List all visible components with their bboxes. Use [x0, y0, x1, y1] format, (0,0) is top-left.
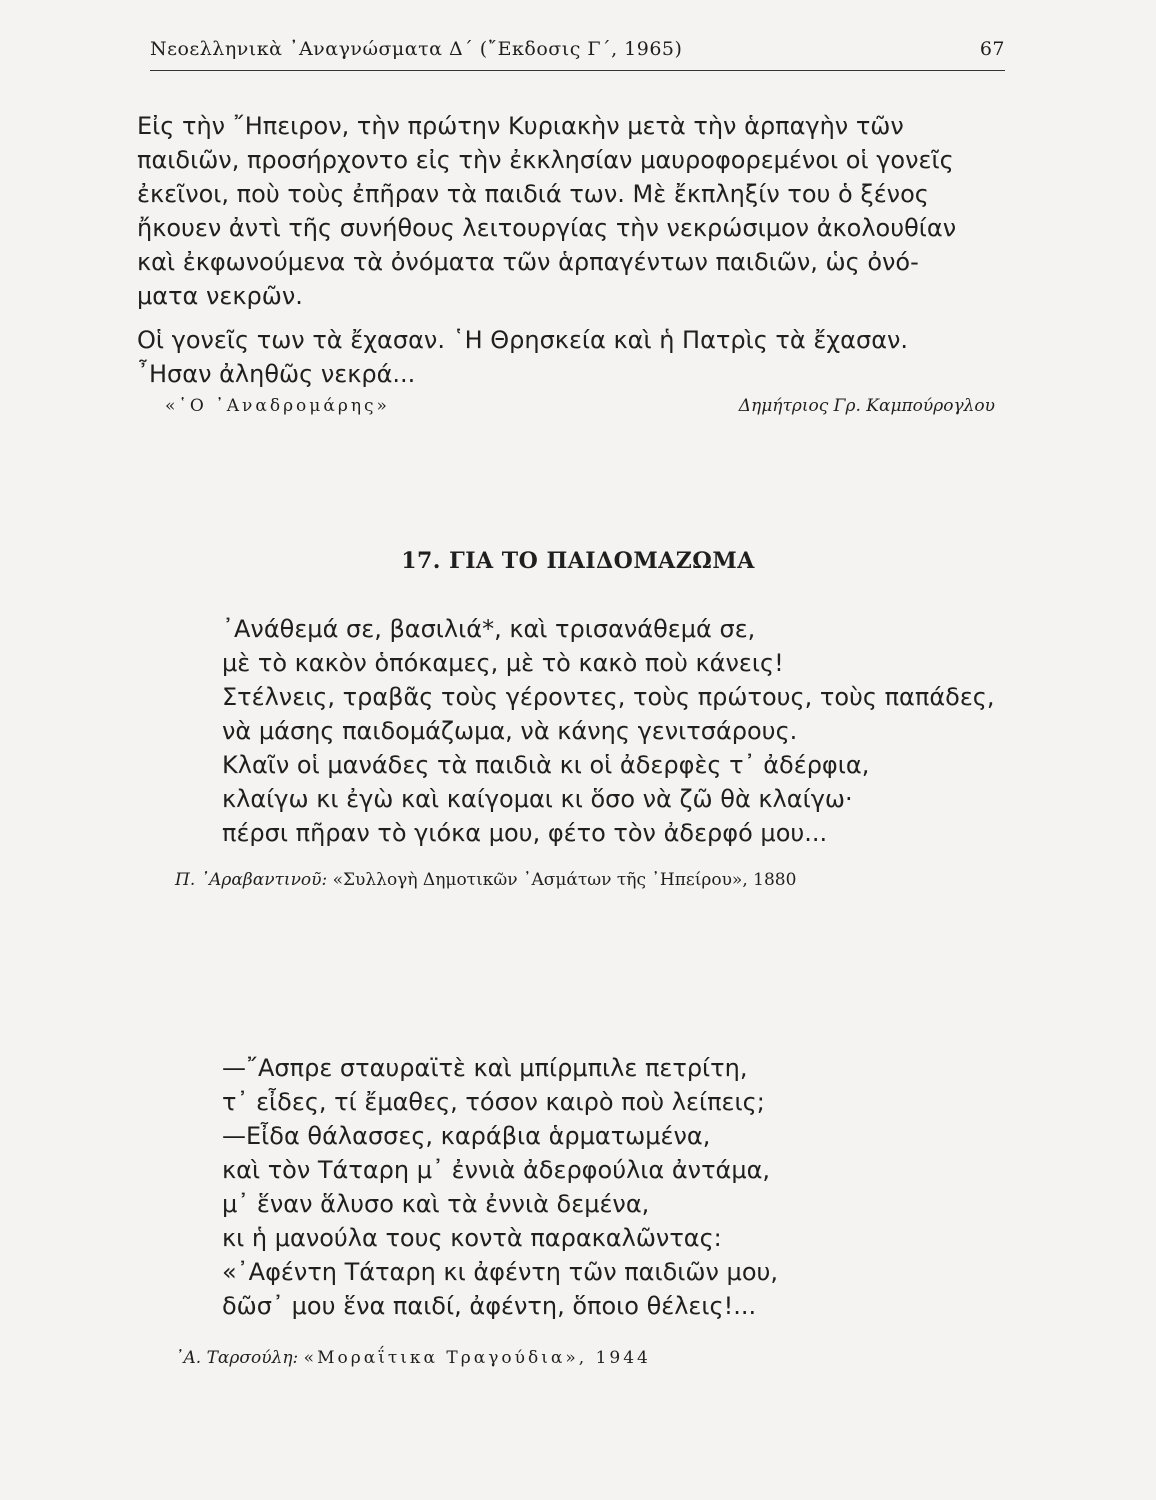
- poem-line: νὰ μάσης παιδομάζωμα, νὰ κάνης γενιτσάρους.: [222, 717, 798, 745]
- poem-line: Στέλνεις, τραβᾶς τοὺς γέροντες, τοὺς πρώτους, τοὺς παπάδες,: [222, 683, 995, 711]
- poem-line: πέρσι πῆραν τὸ γιόκα μου, φέτο τὸν ἀδερφό μου...: [222, 819, 828, 847]
- poem-line: μὲ τὸ κακὸν ὁπόκαμες, μὲ τὸ κακὸ ποὺ κάνεις!: [222, 649, 784, 677]
- citation-source: «῾Ο ᾽Αναδρομάρης»: [165, 396, 390, 416]
- poem-line: μ᾽ ἕναν ἅλυσο καὶ τὰ ἐννιὰ δεμένα,: [222, 1190, 650, 1218]
- poem-line: καὶ τὸν Τάταρη μ᾽ ἐννιὰ ἀδερφούλια ἀντάμα,: [222, 1156, 771, 1184]
- poem2-source: [175, 1348, 651, 1368]
- poem-line: —Εἶδα θάλασσες, καράβια ἁρματωμένα,: [222, 1122, 711, 1150]
- second-paragraph: [137, 323, 1012, 391]
- poem-line: «᾽Αφέντη Τάταρη κι ἀφέντη τῶν παιδιῶν μου,: [222, 1258, 779, 1286]
- paragraph-line: ἤκουεν ἀντὶ τῆς συνήθους λειτουργίας τὴν νεκρώσιμον ἀκολουθίαν: [137, 214, 957, 242]
- poem-tataris: [222, 1051, 778, 1323]
- source-author: Π. ᾽Αραβαντινοῦ:: [175, 870, 328, 890]
- poem1-source: [175, 870, 796, 890]
- intro-paragraph: [137, 109, 1012, 313]
- paragraph-line: παιδιῶν, προσήρχοντο εἰς τὴν ἐκκλησίαν μαυροφορεμένοι οἱ γονεῖς: [137, 146, 954, 174]
- poem-paidomazoma: [222, 612, 995, 850]
- poem-line: —῎Ασπρε σταυραϊτὲ καὶ μπίρμπιλε πετρίτη,: [222, 1054, 748, 1082]
- poem-line: ᾽Ανάθεμά σε, βασιλιά*, καὶ τρισανάθεμά σε,: [222, 615, 756, 643]
- poem-line: κι ἡ μανούλα τους κοντὰ παρακαλῶντας:: [222, 1224, 722, 1252]
- paragraph-line: Εἰς τὴν ῎Ηπειρον, τὴν πρώτην Κυριακὴν μετὰ τὴν ἁρπαγὴν τῶν: [137, 112, 904, 140]
- running-title: Νεοελληνικὰ ᾽Αναγνώσματα Δ΄ (῎Εκδοσις Γ΄, 1965): [150, 38, 683, 60]
- citation-author: Δημήτριος Γρ. Καμπούρογλου: [738, 396, 995, 416]
- paragraph-line: ματα νεκρῶν.: [137, 282, 303, 310]
- poem-line: Κλαῖν οἱ μανάδες τὰ παιδιὰ κι οἱ ἀδερφὲς τ᾽ ἀδέρφια,: [222, 751, 870, 779]
- section-title: 17. ΓΙΑ ΤΟ ΠΑΙΔΟΜΑΖΩΜΑ: [401, 548, 755, 574]
- paragraph-line: Οἱ γονεῖς των τὰ ἔχασαν. ῾Η Θρησκεία καὶ ἡ Πατρὶς τὰ ἔχασαν.: [137, 326, 909, 354]
- paragraph-line: ἐκεῖνοι, ποὺ τοὺς ἐπῆραν τὰ παιδιά των. Μὲ ἔκπληξίν του ὁ ξένος: [137, 180, 929, 208]
- paragraph-line: ῏Ησαν ἀληθῶς νεκρά...: [137, 360, 416, 388]
- paragraph-line: καὶ ἐκφωνούμενα τὰ ὀνόματα τῶν ἁρπαγέντων παιδιῶν, ὡς ὀνό-: [137, 248, 919, 276]
- source-title: «Συλλογὴ Δημοτικῶν ᾽Ασμάτων τῆς ᾽Ηπείρου», 1880: [332, 870, 797, 890]
- source-author: ᾽Α. Ταρσούλη:: [175, 1348, 299, 1368]
- citation: [165, 396, 995, 426]
- poem-line: κλαίγω κι ἐγὼ καὶ καίγομαι κι ὅσο νὰ ζῶ θὰ κλαίγω·: [222, 785, 853, 813]
- page-header: [150, 36, 1005, 71]
- poem-line: δῶσ᾽ μου ἕνα παιδί, ἀφέντη, ὅποιο θέλεις!...: [222, 1292, 757, 1320]
- page-number: 67: [979, 38, 1005, 60]
- source-title: «Μοραΐτικα Τραγούδια», 1944: [303, 1348, 651, 1368]
- poem-line: τ᾽ εἶδες, τί ἔμαθες, τόσον καιρὸ ποὺ λείπεις;: [222, 1088, 765, 1116]
